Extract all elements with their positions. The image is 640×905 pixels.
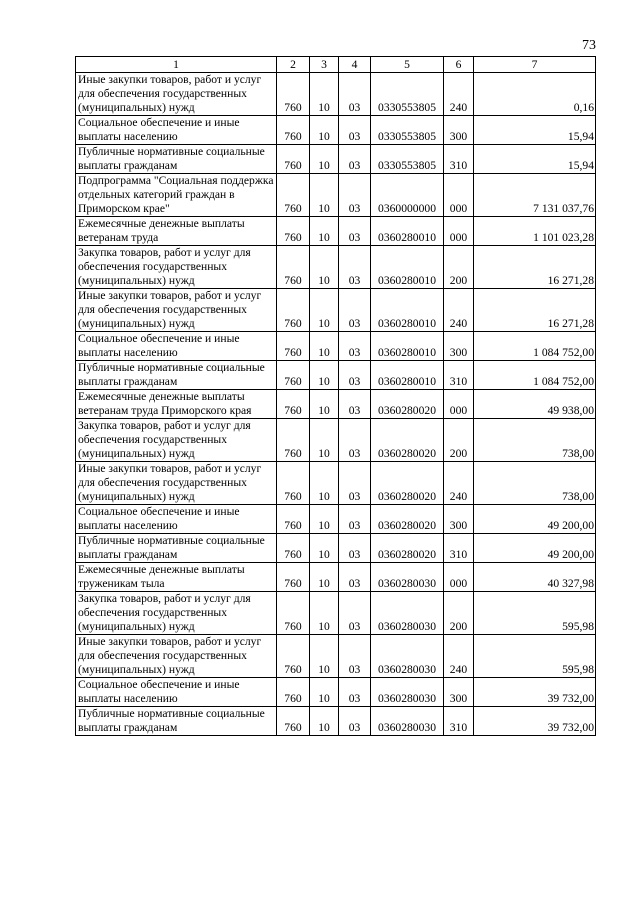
section-cell: 10 [310, 174, 339, 217]
amount-cell: 15,94 [474, 145, 596, 174]
subsection-cell: 03 [339, 563, 371, 592]
target-article-cell: 0360280020 [371, 534, 444, 563]
section-cell: 10 [310, 73, 339, 116]
row-name-cell: Закупка товаров, работ и услуг для обеспечения государственных (муниципальных) нужд [76, 419, 277, 462]
amount-cell: 16 271,28 [474, 246, 596, 289]
code-cell: 760 [277, 592, 310, 635]
target-article-cell: 0360280020 [371, 419, 444, 462]
target-article-cell: 0330553805 [371, 116, 444, 145]
expense-type-cell: 300 [444, 505, 474, 534]
subsection-cell: 03 [339, 116, 371, 145]
code-cell: 760 [277, 678, 310, 707]
code-cell: 760 [277, 145, 310, 174]
expense-type-cell: 300 [444, 678, 474, 707]
row-name-cell: Социальное обеспечение и иные выплаты населению [76, 505, 277, 534]
code-cell: 760 [277, 332, 310, 361]
table-row [76, 390, 596, 419]
section-cell: 10 [310, 419, 339, 462]
amount-cell: 15,94 [474, 116, 596, 145]
row-name-cell: Иные закупки товаров, работ и услуг для обеспечения государственных (муниципальных) нужд [76, 462, 277, 505]
expense-type-cell: 240 [444, 462, 474, 505]
table-row [76, 217, 596, 246]
table-row [76, 505, 596, 534]
row-name-cell: Публичные нормативные социальные выплаты гражданам [76, 534, 277, 563]
section-cell: 10 [310, 390, 339, 419]
amount-cell: 595,98 [474, 592, 596, 635]
row-name-cell: Закупка товаров, работ и услуг для обеспечения государственных (муниципальных) нужд [76, 592, 277, 635]
row-name-cell: Социальное обеспечение и иные выплаты населению [76, 678, 277, 707]
expense-type-cell: 300 [444, 116, 474, 145]
column-header: 2 [277, 57, 310, 73]
section-cell: 10 [310, 563, 339, 592]
budget-table [75, 56, 596, 736]
subsection-cell: 03 [339, 217, 371, 246]
table-row [76, 635, 596, 678]
target-article-cell: 0360280020 [371, 390, 444, 419]
amount-cell: 595,98 [474, 635, 596, 678]
code-cell: 760 [277, 462, 310, 505]
target-article-cell: 0360280020 [371, 505, 444, 534]
section-cell: 10 [310, 505, 339, 534]
row-name-cell: Подпрограмма "Социальная поддержка отдельных категорий граждан в Приморском крае" [76, 174, 277, 217]
row-name-cell: Социальное обеспечение и иные выплаты населению [76, 116, 277, 145]
expense-type-cell: 300 [444, 332, 474, 361]
code-cell: 760 [277, 707, 310, 736]
expense-type-cell: 000 [444, 174, 474, 217]
column-header: 1 [76, 57, 277, 73]
target-article-cell: 0360280010 [371, 361, 444, 390]
table-row [76, 332, 596, 361]
expense-type-cell: 200 [444, 246, 474, 289]
section-cell: 10 [310, 462, 339, 505]
subsection-cell: 03 [339, 505, 371, 534]
code-cell: 760 [277, 289, 310, 332]
table-row [76, 534, 596, 563]
code-cell: 760 [277, 246, 310, 289]
section-cell: 10 [310, 592, 339, 635]
subsection-cell: 03 [339, 73, 371, 116]
code-cell: 760 [277, 116, 310, 145]
expense-type-cell: 240 [444, 635, 474, 678]
row-name-cell: Иные закупки товаров, работ и услуг для обеспечения государственных (муниципальных) нужд [76, 635, 277, 678]
section-cell: 10 [310, 534, 339, 563]
code-cell: 760 [277, 635, 310, 678]
amount-cell: 49 200,00 [474, 534, 596, 563]
code-cell: 760 [277, 563, 310, 592]
target-article-cell: 0360280030 [371, 563, 444, 592]
row-name-cell: Ежемесячные денежные выплаты ветеранам труда [76, 217, 277, 246]
column-header: 4 [339, 57, 371, 73]
expense-type-cell: 310 [444, 361, 474, 390]
column-header: 3 [310, 57, 339, 73]
target-article-cell: 0360280020 [371, 462, 444, 505]
target-article-cell: 0360280030 [371, 592, 444, 635]
section-cell: 10 [310, 361, 339, 390]
amount-cell: 1 084 752,00 [474, 361, 596, 390]
code-cell: 760 [277, 73, 310, 116]
section-cell: 10 [310, 289, 339, 332]
code-cell: 760 [277, 174, 310, 217]
target-article-cell: 0360280030 [371, 707, 444, 736]
row-name-cell: Публичные нормативные социальные выплаты гражданам [76, 707, 277, 736]
column-header: 6 [444, 57, 474, 73]
target-article-cell: 0330553805 [371, 145, 444, 174]
section-cell: 10 [310, 332, 339, 361]
column-header: 5 [371, 57, 444, 73]
code-cell: 760 [277, 534, 310, 563]
column-header: 7 [474, 57, 596, 73]
amount-cell: 16 271,28 [474, 289, 596, 332]
subsection-cell: 03 [339, 332, 371, 361]
table-row [76, 174, 596, 217]
table-row [76, 707, 596, 736]
row-name-cell: Публичные нормативные социальные выплаты гражданам [76, 145, 277, 174]
table-row [76, 419, 596, 462]
subsection-cell: 03 [339, 289, 371, 332]
page-number: 73 [582, 38, 596, 53]
subsection-cell: 03 [339, 419, 371, 462]
subsection-cell: 03 [339, 145, 371, 174]
amount-cell: 39 732,00 [474, 678, 596, 707]
code-cell: 760 [277, 505, 310, 534]
expense-type-cell: 240 [444, 73, 474, 116]
target-article-cell: 0360280010 [371, 332, 444, 361]
amount-cell: 49 200,00 [474, 505, 596, 534]
table-row [76, 563, 596, 592]
subsection-cell: 03 [339, 707, 371, 736]
expense-type-cell: 200 [444, 592, 474, 635]
amount-cell: 7 131 037,76 [474, 174, 596, 217]
section-cell: 10 [310, 116, 339, 145]
target-article-cell: 0360280010 [371, 289, 444, 332]
subsection-cell: 03 [339, 246, 371, 289]
expense-type-cell: 200 [444, 419, 474, 462]
row-name-cell: Публичные нормативные социальные выплаты гражданам [76, 361, 277, 390]
section-cell: 10 [310, 246, 339, 289]
subsection-cell: 03 [339, 174, 371, 217]
row-name-cell: Иные закупки товаров, работ и услуг для обеспечения государственных (муниципальных) нужд [76, 289, 277, 332]
amount-cell: 0,16 [474, 73, 596, 116]
expense-type-cell: 000 [444, 217, 474, 246]
row-name-cell: Иные закупки товаров, работ и услуг для обеспечения государственных (муниципальных) нужд [76, 73, 277, 116]
code-cell: 760 [277, 361, 310, 390]
target-article-cell: 0360280010 [371, 246, 444, 289]
subsection-cell: 03 [339, 635, 371, 678]
subsection-cell: 03 [339, 534, 371, 563]
expense-type-cell: 240 [444, 289, 474, 332]
subsection-cell: 03 [339, 592, 371, 635]
code-cell: 760 [277, 217, 310, 246]
table-row [76, 116, 596, 145]
table-row [76, 462, 596, 505]
table-row [76, 361, 596, 390]
table-body [76, 73, 596, 736]
table-row [76, 289, 596, 332]
amount-cell: 738,00 [474, 419, 596, 462]
row-name-cell: Ежемесячные денежные выплаты труженикам тыла [76, 563, 277, 592]
target-article-cell: 0360000000 [371, 174, 444, 217]
section-cell: 10 [310, 145, 339, 174]
target-article-cell: 0360280030 [371, 635, 444, 678]
amount-cell: 738,00 [474, 462, 596, 505]
row-name-cell: Ежемесячные денежные выплаты ветеранам труда Приморского края [76, 390, 277, 419]
section-cell: 10 [310, 635, 339, 678]
row-name-cell: Социальное обеспечение и иные выплаты населению [76, 332, 277, 361]
table-row [76, 592, 596, 635]
target-article-cell: 0360280030 [371, 678, 444, 707]
amount-cell: 40 327,98 [474, 563, 596, 592]
expense-type-cell: 310 [444, 707, 474, 736]
expense-type-cell: 310 [444, 145, 474, 174]
target-article-cell: 0360280010 [371, 217, 444, 246]
expense-type-cell: 310 [444, 534, 474, 563]
subsection-cell: 03 [339, 390, 371, 419]
target-article-cell: 0330553805 [371, 73, 444, 116]
subsection-cell: 03 [339, 361, 371, 390]
code-cell: 760 [277, 390, 310, 419]
subsection-cell: 03 [339, 462, 371, 505]
expense-type-cell: 000 [444, 390, 474, 419]
row-name-cell: Закупка товаров, работ и услуг для обеспечения государственных (муниципальных) нужд [76, 246, 277, 289]
expense-type-cell: 000 [444, 563, 474, 592]
table-row [76, 145, 596, 174]
table-row [76, 73, 596, 116]
code-cell: 760 [277, 419, 310, 462]
table-row [76, 678, 596, 707]
amount-cell: 1 084 752,00 [474, 332, 596, 361]
amount-cell: 39 732,00 [474, 707, 596, 736]
section-cell: 10 [310, 707, 339, 736]
section-cell: 10 [310, 678, 339, 707]
amount-cell: 49 938,00 [474, 390, 596, 419]
table-row [76, 246, 596, 289]
section-cell: 10 [310, 217, 339, 246]
amount-cell: 1 101 023,28 [474, 217, 596, 246]
table-header-row [76, 57, 596, 73]
subsection-cell: 03 [339, 678, 371, 707]
